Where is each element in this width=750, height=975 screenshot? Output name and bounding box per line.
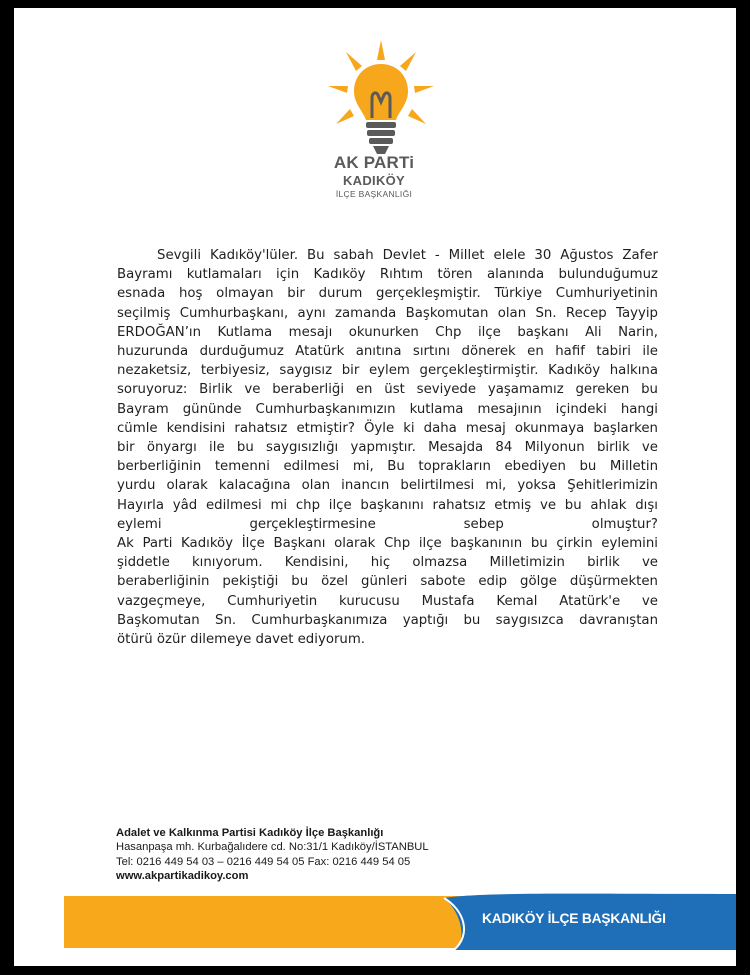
party-name: AK PARTi: [333, 153, 415, 172]
letter-line: esnada hoş olmayan bir durum gerçekleşmiştir. Türkiye Cumhuriyetinin: [117, 286, 658, 302]
letter-line: Bayramı kutlamaları için Kadıköy Rıhtım tören alanında bulunduğumuz: [117, 267, 658, 283]
contact-footer: [116, 826, 536, 884]
letter-line: seçilmiş Cumhurbaşkanı, aynı zamanda Başkomutan olan Sn. Recep Tayyip: [117, 305, 658, 321]
letter-line: beraberliğinin pekiştiği bu özel günleri sabote edip gölge düşürmekten: [117, 574, 658, 590]
letter-line: bir önyargı ile bu saygısızlığı yapmıştır. Mesajda 84 Milyonun birlik ve: [117, 440, 658, 456]
footer-website: www.akpartikadikoy.com: [116, 870, 249, 883]
district-name: KADIKÖY: [342, 173, 406, 188]
letter-line: berberliğinin temenni edilmesi mi, Bu toprakların ebediyen bu Milletin: [117, 459, 658, 475]
letter-line: vazgeçmeye, Cumhuriyetin kurucusu Mustafa Kemal Atatürk'e ve: [117, 593, 658, 609]
letter-line: huzurunda durduğumuz Atatürk anıtına sırtını dönerek en hafif tabiri ile: [117, 344, 658, 360]
letter-body: [117, 246, 658, 649]
letter-line: ötürü özür dilemeye davet ediyorum.: [117, 632, 366, 648]
footer-address: Hasanpaşa mh. Kurbağalıdere cd. No:31/1 Kadıköy/İSTANBUL: [116, 841, 429, 854]
letter-line: Hayırla yâd edilmesi mi chp ilçe başkanını rahatsız etmiş ve bu ahlak dışı: [117, 497, 658, 513]
letter-line: Ak Parti Kadıköy İlçe Başkanı olarak Chp ilçe başkanının bu çirkin eylemini: [117, 536, 658, 552]
letter-line: Sevgili Kadıköy'lüler. Bu sabah Devlet - Millet elele 30 Ağustos Zafer: [157, 248, 658, 263]
party-branding: [294, 154, 454, 199]
footer-phone: Tel: 0216 449 54 03 – 0216 449 54 05 Fax: 0216 449 54 05: [116, 855, 411, 868]
band-label: KADIKÖY İLÇE BAŞKANLIĞI: [482, 911, 666, 926]
letter-line: ERDOĞAN’ın Kutlama mesajı okunurken Chp ilçe başkanı Ali Narin,: [117, 324, 658, 340]
letter-line: nezaketsiz, terbiyesiz, saygısız bir eylem gerçekleştirmiştir. Kadıköy halkına: [117, 363, 658, 379]
letter-line: yurdu olarak kalacağına olan inancın belirtilmesi mi, yoksa Şehitlerimizin: [117, 478, 658, 494]
letter-line: Başkomutan Sn. Cumhurbaşkanımıza yaptığı bu saygısızca davranıştan: [117, 612, 658, 628]
ak-parti-logo-icon: [326, 38, 436, 158]
letter-line: Bayram gününde Cumhurbaşkanımızın kutlama mesajının içindeki hangi: [117, 401, 658, 417]
footer-org: Adalet ve Kalkınma Partisi Kadıköy İlçe Başkanlığı: [116, 827, 384, 839]
document-page: [14, 8, 736, 966]
letter-line: soruyoruz: Birlik ve beraberliği en üst seviyede yaşamamız gereken bu: [117, 382, 658, 398]
letter-line: cümle kendisini rahatsız etmiştir? Öyle ki daha mesaj okunmaya başlarken: [117, 420, 658, 436]
unit-name: İLÇE BAŞKANLIĞI: [335, 189, 413, 199]
letter-line: eylemi gerçekleştirmesine sebep olmuştur?: [117, 516, 658, 532]
letter-line: şiddetle kınıyorum. Kendisini, hiç olmazsa Milletimizin birlik ve: [117, 555, 658, 571]
